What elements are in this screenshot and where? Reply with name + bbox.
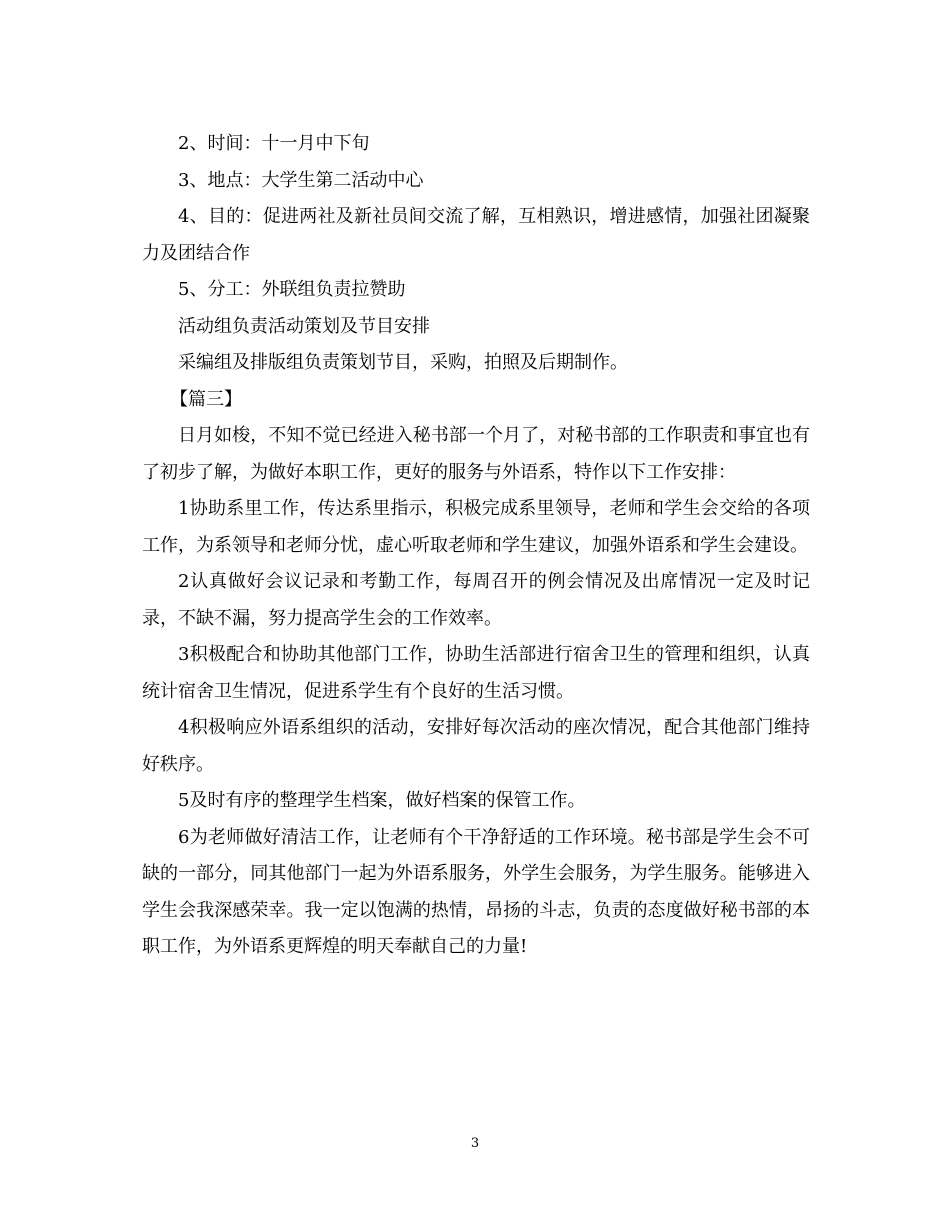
paragraph-1: 1协助系里工作，传达系里指示，积极完成系里领导，老师和学生会交给的各项工作，为系领导和老师分忧，虚心听取老师和学生建议，加强外语系和学生会建设。 xyxy=(142,498,810,556)
paragraph-2: 2认真做好会议记录和考勤工作，每周召开的例会情况及出席情况一定及时记录，不缺不漏，努力提高学生会的工作效率。 xyxy=(142,571,810,629)
section-heading: 【篇三】 xyxy=(170,388,242,410)
item-purpose: 4、目的：促进两社及新社员间交流了解，互相熟识，增进感情，加强社团凝聚力及团结合作 xyxy=(142,206,810,264)
paragraph-3: 3积极配合和协助其他部门工作，协助生活部进行宿舍卫生的管理和组织，认真统计宿舍卫生情况，促进系学生有个良好的生活习惯。 xyxy=(142,644,810,702)
document-body xyxy=(142,126,810,966)
item-editing-group: 采编组及排版组负责策划节目，采购，拍照及后期制作。 xyxy=(178,352,628,373)
paragraph-intro: 日月如梭，不知不觉已经进入秘书部一个月了，对秘书部的工作职责和事宜也有了初步了解，为做好本职工作，更好的服务与外语系，特作以下工作安排： xyxy=(142,425,810,483)
paragraph-5: 5及时有序的整理学生档案，做好档案的保管工作。 xyxy=(178,790,586,811)
paragraph-4: 4积极响应外语系组织的活动，安排好每次活动的座次情况，配合其他部门维持好秩序。 xyxy=(142,717,810,775)
item-division: 5、分工：外联组负责拉赞助 xyxy=(178,279,406,300)
paragraph-6: 6为老师做好清洁工作，让老师有个干净舒适的工作环境。秘书部是学生会不可缺的一部分，同其他部门一起为外语系服务，外学生会服务，为学生服务。能够进入学生会我深感荣幸。我一定以饱满的热情，昂扬的斗志，负责的态度做好秘书部的本职工作，为外语系更辉煌的明天奉献自己的力量! xyxy=(142,826,810,957)
item-location: 3、地点：大学生第二活动中心 xyxy=(178,169,424,191)
item-time: 2、时间：十一月中下旬 xyxy=(178,133,370,154)
item-activity-group: 活动组负责活动策划及节目安排 xyxy=(178,315,430,337)
page-number: 3 xyxy=(470,1136,480,1151)
